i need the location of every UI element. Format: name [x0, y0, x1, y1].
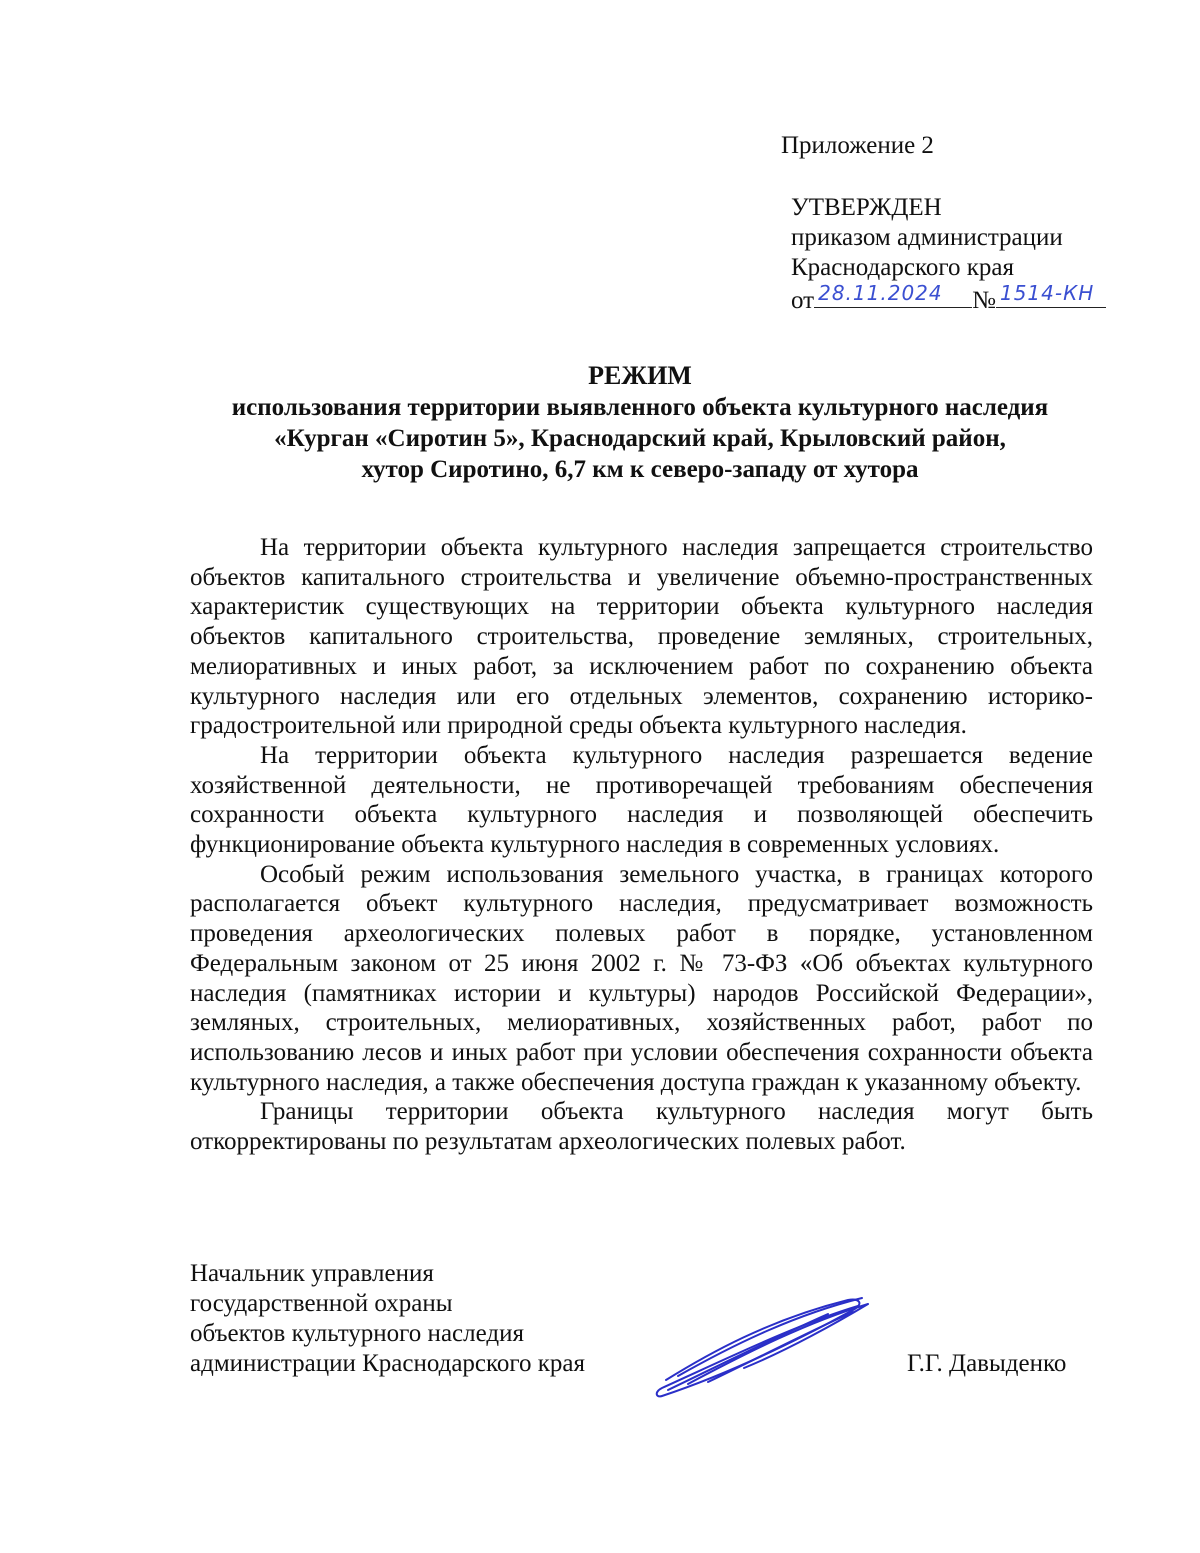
approval-block: [791, 193, 1106, 315]
signer-line-1: Начальник управления: [190, 1260, 434, 1287]
title-line-3: хутор Сиротино, 6,7 км к северо-западу от хутора: [361, 456, 919, 483]
number-prefix: №: [972, 287, 996, 314]
approval-line-1: приказом администрации: [791, 224, 1063, 251]
order-line: [791, 283, 1106, 315]
signer-line-2: государственной охраны: [190, 1290, 453, 1317]
paragraph-permitted: На территории объекта культурного наследия разрешается ведение хозяйственной деятельности, не противоречащей требованиям обеспечения сохранности объекта культурного наследия и позволяющей обеспечить функционирование объекта культурного наследия в современных условиях.: [190, 741, 1093, 859]
paragraph-prohibitions: На территории объекта культурного наследия запрещается строительство объектов капитального строительства и увеличение объемно-пространственных характеристик существующих на территории объекта культурного наследия объектов капитального строительства, проведение земляных, строительных, мелиоративных и иных работ, за исключением работ по сохранению объекта культурного наследия или его отдельных элементов, сохранению историко-градостроительной или природной среды объекта культурного наследия.: [190, 534, 1093, 740]
title-main: РЕЖИМ: [588, 361, 692, 390]
signer-line-4: администрации Краснодарского края: [190, 1350, 586, 1377]
signer-position: [190, 1259, 585, 1379]
title-line-1: использования территории выявленного объекта культурного наследия: [231, 394, 1049, 421]
title-line-2: «Курган «Сиротин 5», Краснодарский край, Крыловский район,: [274, 425, 1006, 452]
document-body: [190, 533, 1093, 1157]
handwritten-date: 28.11.2024: [818, 281, 943, 305]
date-prefix: от: [791, 287, 815, 314]
appendix-label: Приложение 2: [781, 132, 934, 159]
number-field: [996, 283, 1106, 308]
approved-label: УТВЕРЖДЕН: [791, 194, 942, 221]
paragraph-boundaries: Границы территории объекта культурного наследия могут быть откорректированы по результатам археологических полевых работ.: [190, 1098, 1093, 1156]
handwritten-number: 1514-КН: [999, 281, 1095, 305]
paragraph-special-regime: Особый режим использования земельного участка, в границах которого располагается объект культурного наследия, предусматривает возможность проведения археологических полевых работ в порядке, установленном Федеральным законом от 25 июня 2002 г. № 73-ФЗ «Об объектах культурного наследия (памятниках истории и культуры) народов Российской Федерации», земляных, строительных, мелиоративных, хозяйственных работ, работ по использованию лесов и иных работ при условии обеспечения сохранности объекта культурного наследия, а также обеспечения доступа граждан к указанному объекту.: [190, 860, 1093, 1096]
signer-name: Г.Г. Давыденко: [907, 1350, 1067, 1377]
approval-line-2: Краснодарского края: [791, 254, 1014, 281]
document-title: [150, 360, 1130, 485]
date-field: [814, 283, 972, 308]
signer-line-3: объектов культурного наследия: [190, 1320, 524, 1347]
handwritten-signature: [648, 1292, 873, 1402]
